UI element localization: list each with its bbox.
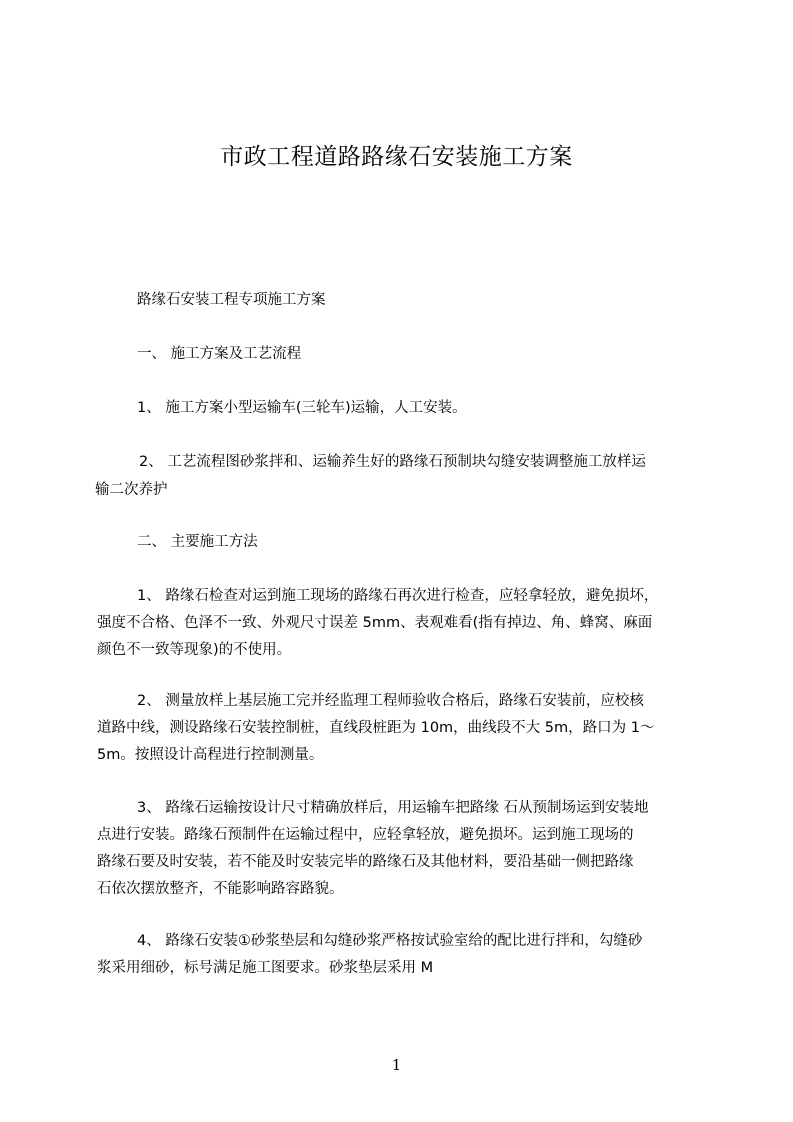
- paragraph-line: 路缘石要及时安装，若不能及时安装完毕的路缘石及其他材料，要沿基础一侧把路缘: [97, 854, 634, 870]
- paragraph-line: 3、 路缘石运输按设计尺寸精确放样后，用运输车把路缘 石从预制场运到安装地: [137, 800, 649, 816]
- paragraph-line: 道路中线，测设路缘石安装控制桩，直线段桩距为 10m，曲线段不大 5m，路口为 1～: [97, 720, 655, 736]
- page-number: 1: [391, 1056, 402, 1074]
- paragraph-line: 1、 施工方案小型运输车(三轮车)运输，人工安装。: [137, 400, 467, 416]
- section-heading: 一、 施工方案及工艺流程: [137, 346, 302, 362]
- document-title: 市政工程道路路缘石安装施工方案: [220, 144, 573, 170]
- paragraph-line: 点进行安装。路缘石预制件在运输过程中，应轻拿轻放，避免损坏。运到施工现场的: [97, 827, 634, 843]
- paragraph-line: 颜色不一致等现象)的不使用。: [97, 642, 292, 658]
- section-heading: 二、 主要施工方法: [137, 534, 258, 550]
- document-subtitle: 路缘石安装工程专项施工方案: [137, 292, 326, 308]
- paragraph-line: 2、 工艺流程图砂浆拌和、运输养生好的路缘石预制块勾缝安装调整施工放样运: [139, 454, 646, 470]
- paragraph-line: 强度不合格、色泽不一致、外观尺寸误差 5mm、表观难看(指有掉边、角、蜂窝、麻面: [97, 615, 653, 631]
- paragraph-line: 输二次养护: [95, 482, 168, 498]
- paragraph-line: 2、 测量放样上基层施工完并经监理工程师验收合格后，路缘石安装前，应校核: [137, 693, 644, 709]
- paragraph-line: 石依次摆放整齐，不能影响路容路貌。: [97, 881, 344, 897]
- paragraph-line: 1、 路缘石检查对运到施工现场的路缘石再次进行检查，应轻拿轻放，避免损坏，: [137, 588, 659, 604]
- paragraph-line: 5m。按照设计高程进行控制测量。: [97, 747, 324, 763]
- paragraph-line: 浆采用细砂，标号满足施工图要求。砂浆垫层采用 M: [97, 960, 434, 976]
- paragraph-line: 4、 路缘石安装①砂浆垫层和勾缝砂浆严格按试验室给的配比进行拌和，勾缝砂: [137, 933, 643, 949]
